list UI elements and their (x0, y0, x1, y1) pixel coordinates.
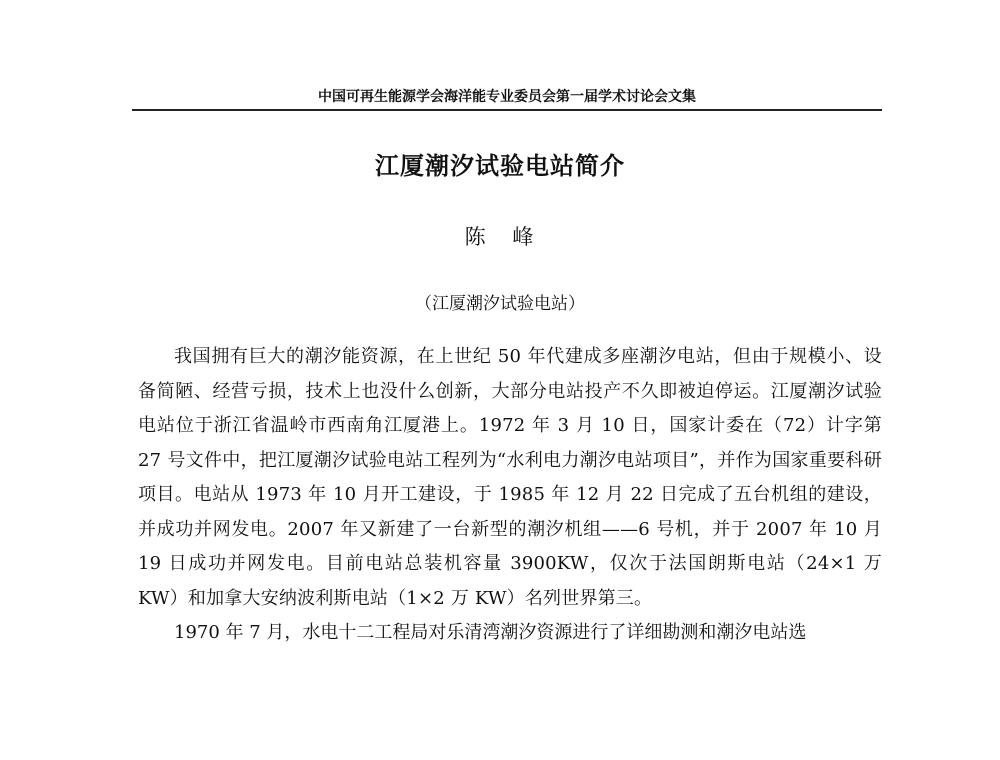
author-affiliation: （江厦潮汐试验电站） (415, 294, 585, 314)
body-text (138, 340, 882, 651)
header-rule (132, 109, 882, 111)
paragraph-history: 1970 年 7 月，水电十二工程局对乐清湾潮汐资源进行了详细勘测和潮汐电站选 (174, 622, 807, 643)
running-header: 中国可再生能源学会海洋能专业委员会第一届学术讨论会文集 (318, 89, 696, 105)
author-name: 陈 峰 (464, 225, 544, 249)
paragraph-intro: 我国拥有巨大的潮汐能资源，在上世纪 50 年代建成多座潮汐电站，但由于规模小、设备简陋、经营亏损，技术上也没什么创新，大部分电站投产不久即被迫停运。江厦潮汐试验电站位于浙江省温岭市西南角江厦港上。1972 年 3 月 10 日，国家计委在（72）计字第 27 号文件中，把江厦潮汐试验电站工程列为“水利电力潮汐电站项目”，并作为国家重要科研项目。电站从 1973 年 10 月开工建设，于 1985 年 12 月 22 日完成了五台机组的建设，并成功并网发电。2007 年又新建了一台新型的潮汐机组——6 号机，并于 2007 年 10 月 19 日成功并网发电。目前电站总装机容量 3900KW，仅次于法国朗斯电站（24×1 万 KW）和加拿大安纳波利斯电站（1×2 万 KW）名列世界第三。 (138, 346, 882, 609)
paper-title: 江厦潮汐试验电站简介 (375, 151, 625, 180)
